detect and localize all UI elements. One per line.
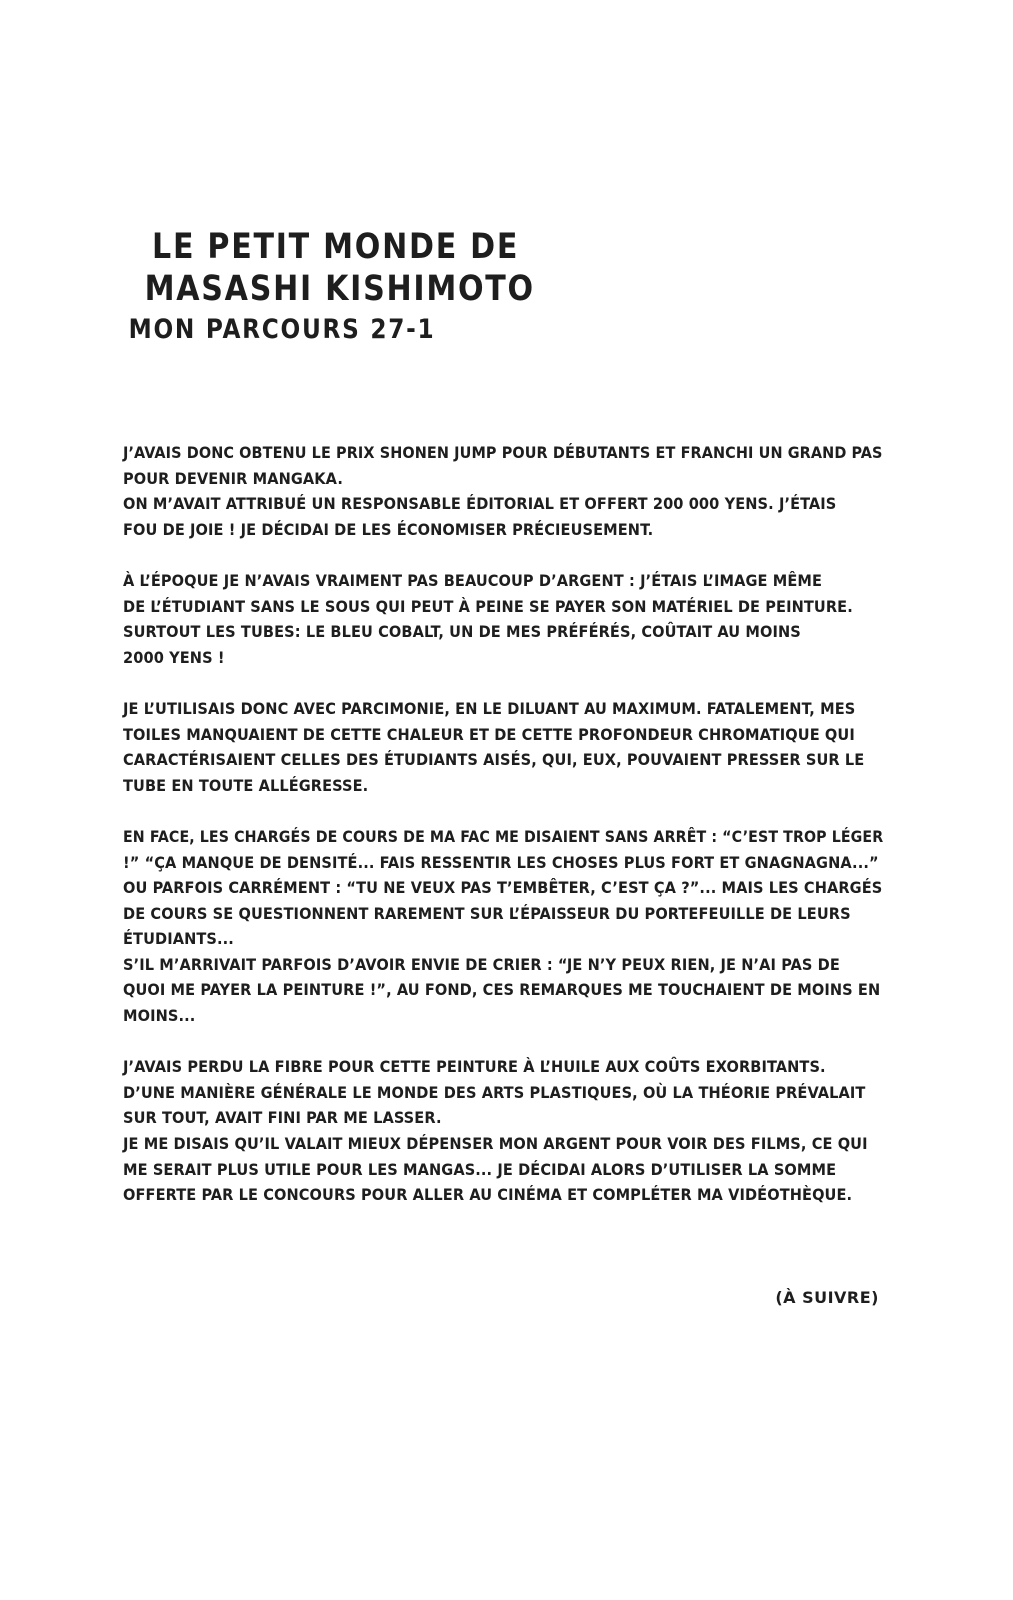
text-line: S’IL M’ARRIVAIT PARFOIS D’AVOIR ENVIE DE CRIER : “JE N’Y PEUX RIEN, JE N’AI PAS DE	[123, 954, 840, 974]
text-line: ÉTUDIANTS...	[123, 929, 234, 949]
article-body	[123, 440, 883, 1233]
text-line: ME SERAIT PLUS UTILE POUR LES MANGAS... JE DÉCIDAI ALORS D’UTILISER LA SOMME	[123, 1159, 837, 1179]
text-line: QUOI ME PAYER LA PEINTURE !”, AU FOND, CES REMARQUES ME TOUCHAIENT DE MOINS EN	[123, 980, 881, 1000]
text-line: 2000 YENS !	[123, 647, 225, 667]
page-title-line-2: MASASHI KISHIMOTO	[144, 269, 535, 309]
text-line: TOILES MANQUAIENT DE CETTE CHALEUR ET DE CETTE PROFONDEUR CHROMATIQUE QUI	[123, 724, 855, 744]
paragraph	[123, 1054, 883, 1208]
page-subtitle: MON PARCOURS 27-1	[128, 314, 436, 345]
text-line: EN FACE, LES CHARGÉS DE COURS DE MA FAC ME DISAIENT SANS ARRÊT : “C’EST TROP LÉGER	[123, 826, 884, 846]
text-line: SURTOUT LES TUBES: LE BLEU COBALT, UN DE MES PRÉFÉRÉS, COÛTAIT AU MOINS	[123, 622, 801, 642]
paragraph	[123, 824, 883, 1029]
paragraph	[123, 696, 883, 798]
text-line: OFFERTE PAR LE CONCOURS POUR ALLER AU CINÉMA ET COMPLÉTER MA VIDÉOTHÈQUE.	[123, 1185, 853, 1205]
text-line: J’AVAIS PERDU LA FIBRE POUR CETTE PEINTURE À L’HUILE AUX COÛTS EXORBITANTS.	[123, 1057, 826, 1077]
title-block	[118, 226, 535, 348]
text-line: DE L’ÉTUDIANT SANS LE SOUS QUI PEUT À PEINE SE PAYER SON MATÉRIEL DE PEINTURE.	[123, 596, 853, 616]
text-line: POUR DEVENIR MANGAKA.	[123, 468, 343, 488]
paragraph	[123, 440, 883, 542]
text-line: J’AVAIS DONC OBTENU LE PRIX SHONEN JUMP POUR DÉBUTANTS ET FRANCHI UN GRAND PAS	[123, 443, 883, 462]
text-line: FOU DE JOIE ! JE DÉCIDAI DE LES ÉCONOMISER PRÉCIEUSEMENT.	[123, 519, 654, 539]
paragraph	[123, 568, 883, 670]
text-line: TUBE EN TOUTE ALLÉGRESSE.	[123, 775, 369, 795]
text-line: D’UNE MANIÈRE GÉNÉRALE LE MONDE DES ARTS PLASTIQUES, OÙ LA THÉORIE PRÉVALAIT	[123, 1082, 866, 1102]
text-line: ON M’AVAIT ATTRIBUÉ UN RESPONSABLE ÉDITORIAL ET OFFERT 200 000 YENS. J’ÉTAIS	[123, 494, 837, 514]
to-be-continued-note: (À SUIVRE)	[775, 1288, 879, 1307]
text-line: JE L’UTILISAIS DONC AVEC PARCIMONIE, EN LE DILUANT AU MAXIMUM. FATALEMENT, MES	[123, 698, 856, 718]
text-line: À L’ÉPOQUE JE N’AVAIS VRAIMENT PAS BEAUCOUP D’ARGENT : J’ÉTAIS L’IMAGE MÊME	[123, 570, 823, 590]
text-line: SUR TOUT, AVAIT FINI PAR ME LASSER.	[123, 1108, 442, 1128]
text-line: !” “ÇA MANQUE DE DENSITÉ... FAIS RESSENTIR LES CHOSES PLUS FORT ET GNAGNAGNA...”	[123, 852, 879, 872]
text-line: OU PARFOIS CARRÉMENT : “TU NE VEUX PAS T’EMBÊTER, C’EST ÇA ?”... MAIS LES CHARGÉS	[123, 878, 883, 898]
text-line: MOINS...	[123, 1006, 196, 1026]
text-line: DE COURS SE QUESTIONNENT RAREMENT SUR L’ÉPAISSEUR DU PORTEFEUILLE DE LEURS	[123, 903, 851, 923]
text-line: JE ME DISAIS QU’IL VALAIT MIEUX DÉPENSER MON ARGENT POUR VOIR DES FILMS, CE QUI	[123, 1134, 868, 1154]
page-title-line-1: LE PETIT MONDE DE	[152, 227, 520, 267]
text-line: CARACTÉRISAIENT CELLES DES ÉTUDIANTS AISÉS, QUI, EUX, POUVAIENT PRESSER SUR LE	[123, 750, 865, 770]
